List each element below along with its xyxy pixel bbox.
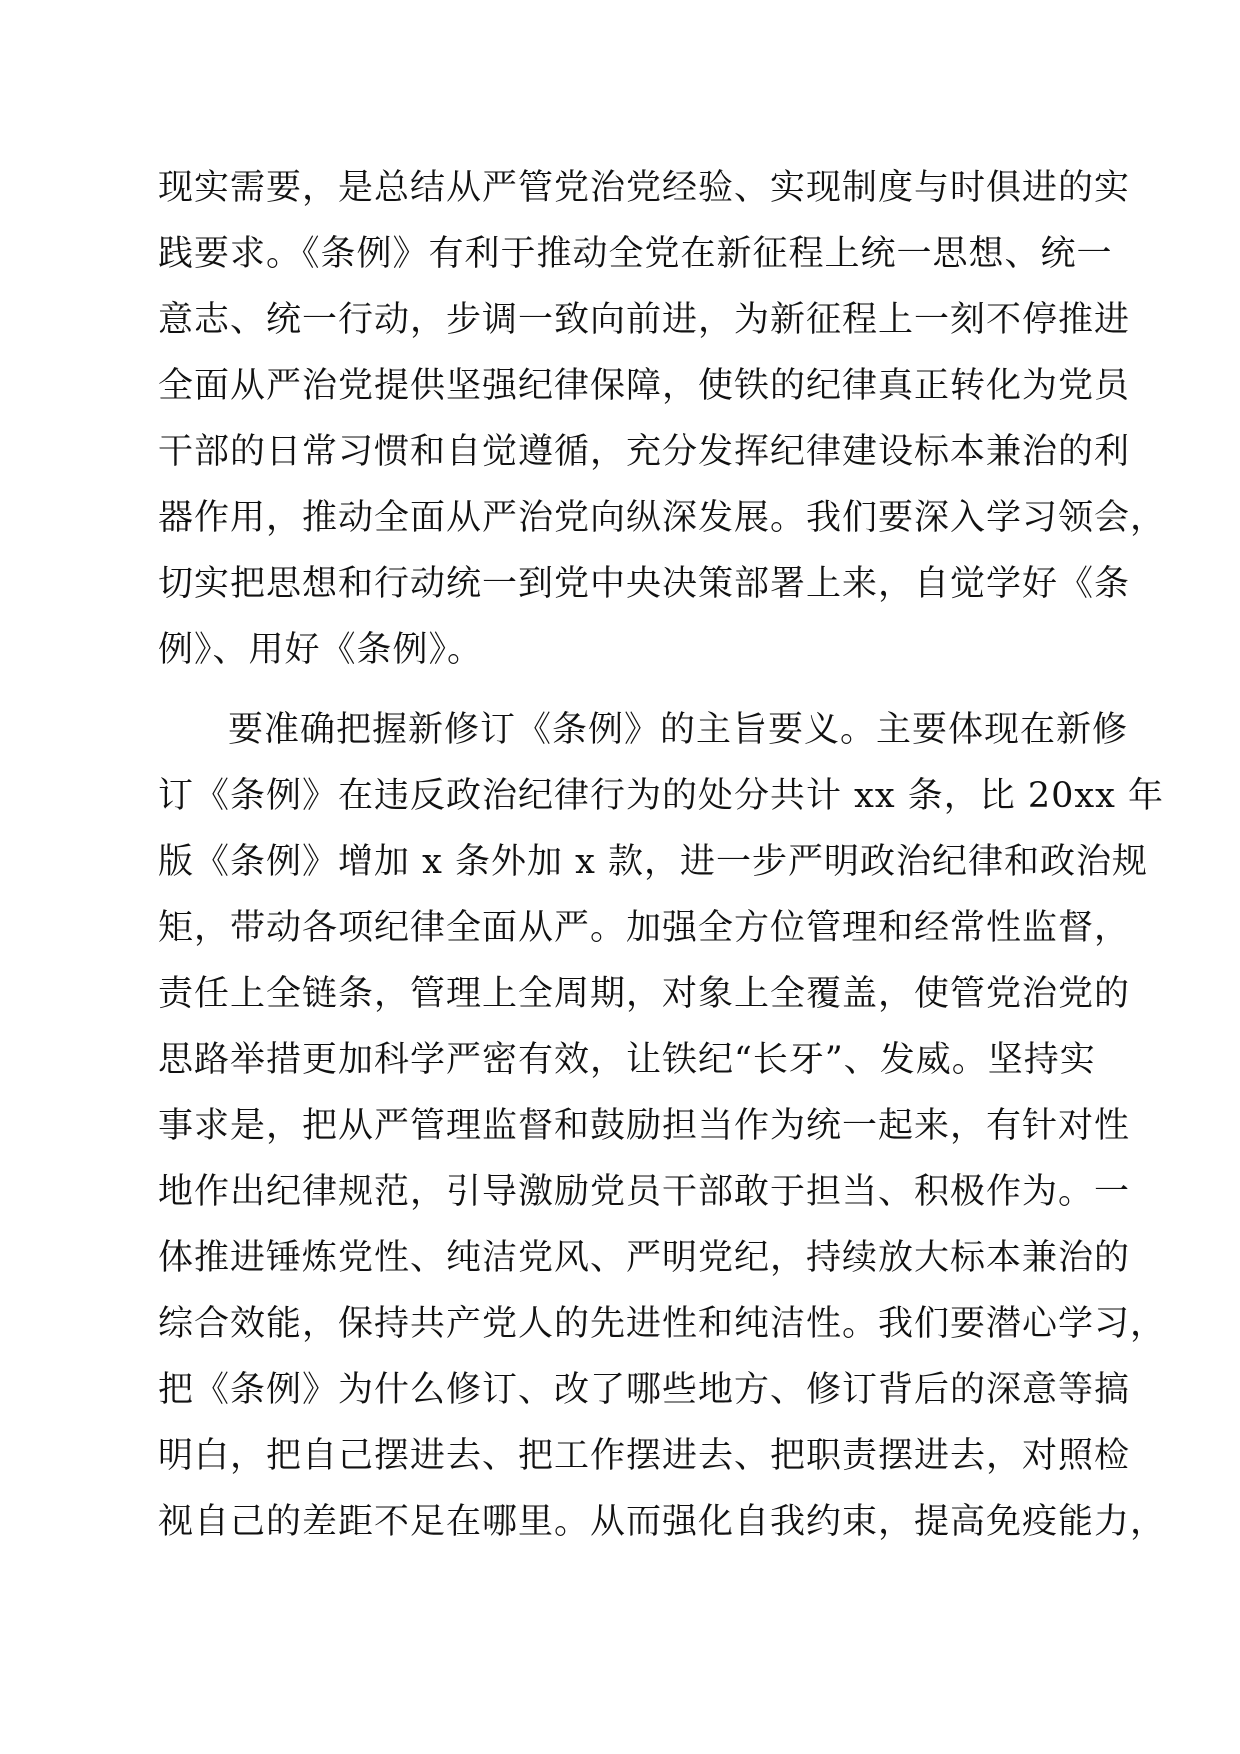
- paragraph-2-line-8: 地作出纪律规范，引导激励党员干部敢于担当、积极作为。一: [158, 1172, 1131, 1212]
- paragraph-1-line-4: 全面从严治党提供坚强纪律保障，使铁的纪律真正转化为党员: [158, 366, 1131, 406]
- paragraph-2-line-4: 矩，带动各项纪律全面从严。加强全方位管理和经常性监督，: [158, 908, 1131, 948]
- paragraph-2-line-3: 版《条例》增加 x 条外加 x 款，进一步严明政治纪律和政治规: [158, 842, 1148, 882]
- paragraph-1-line-6: 器作用，推动全面从严治党向纵深发展。我们要深入学习领会，: [158, 498, 1167, 538]
- paragraph-2-line-10: 综合效能，保持共产党人的先进性和纯洁性。我们要潜心学习，: [158, 1304, 1167, 1344]
- paragraph-1-line-3: 意志、统一行动，步调一致向前进，为新征程上一刻不停推进: [158, 300, 1131, 340]
- paragraph-2-line-11: 把《条例》为什么修订、改了哪些地方、修订背后的深意等搞: [158, 1370, 1131, 1410]
- paragraph-1-line-5: 干部的日常习惯和自觉遵循，充分发挥纪律建设标本兼治的利: [158, 432, 1131, 472]
- paragraph-2-line-1: 要准确把握新修订《条例》的主旨要义。主要体现在新修: [228, 710, 1129, 750]
- paragraph-2-line-7: 事求是，把从严管理监督和鼓励担当作为统一起来，有针对性: [158, 1106, 1131, 1146]
- paragraph-1-line-2: 践要求。《条例》有利于推动全党在新征程上统一思想、统一: [158, 234, 1113, 274]
- paragraph-2-line-2: 订《条例》在违反政治纪律行为的处分共计 xx 条，比 20xx 年: [158, 776, 1164, 816]
- paragraph-2-line-5: 责任上全链条，管理上全周期，对象上全覆盖，使管党治党的: [158, 974, 1131, 1014]
- paragraph-1-line-1: 现实需要，是总结从严管党治党经验、实现制度与时俱进的实: [158, 168, 1131, 208]
- paragraph-2-line-6: 思路举措更加科学严密有效，让铁纪“长牙”、发威。坚持实: [158, 1040, 1096, 1080]
- paragraph-2-line-9: 体推进锤炼党性、纯洁党风、严明党纪，持续放大标本兼治的: [158, 1238, 1131, 1278]
- paragraph-2-line-13: 视自己的差距不足在哪里。从而强化自我约束，提高免疫能力，: [158, 1502, 1167, 1542]
- paragraph-1-line-7: 切实把思想和行动统一到党中央决策部署上来，自觉学好《条: [158, 564, 1131, 604]
- paragraph-1-line-8: 例》、用好《条例》。: [158, 630, 484, 670]
- paragraph-2-line-12: 明白，把自己摆进去、把工作摆进去、把职责摆进去，对照检: [158, 1436, 1131, 1476]
